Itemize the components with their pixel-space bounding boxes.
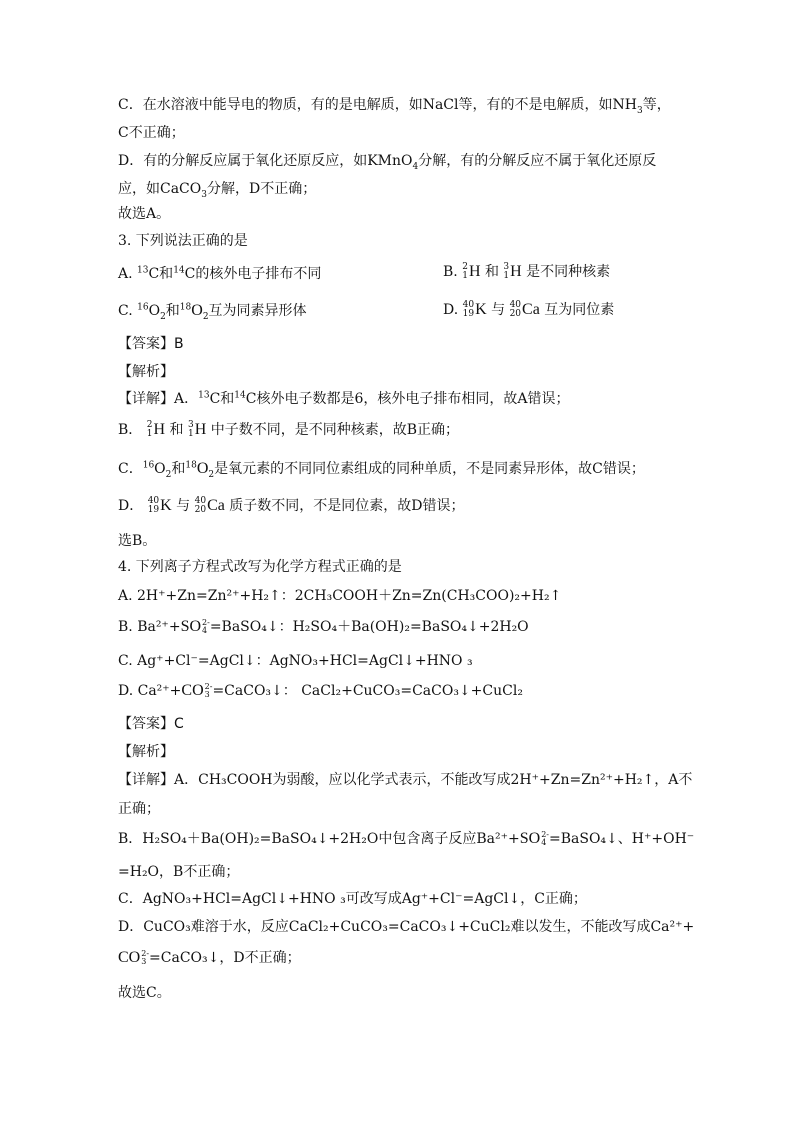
question-4-option-a: A. 2H⁺+Zn=Zn²⁺+H₂↑：2CH₃COOH＋Zn=Zn(CH₃COO)₂+H₂↑	[118, 588, 562, 604]
question-4-option-b: B. Ba²⁺+ SO 2- 4 =BaSO₄↓：H₂SO₄＋Ba(OH)₂=BaSO₄↓+2H₂O	[118, 618, 529, 635]
detail-4-a-cont: 正确；	[118, 801, 160, 817]
detail-3-a: 【详解】A．$^{13}$C和$^{14}$C核外电子数都是6，核外电子排布相同，故A错误；	[118, 390, 570, 407]
question-3-option-a: A. $^{13}$C和$^{14}$C的核外电子排布不同	[118, 265, 322, 282]
answer-4: 【答案】C	[118, 716, 184, 732]
detail-4-c: C．AgNO₃+HCl=AgCl↓+HNO ₃可改写成Ag⁺+Cl⁻=AgCl↓，C正确；	[118, 891, 587, 907]
detail-3-c: C．$^{16}O_2$和$^{18}O_2$是氧元素的不同同位素组成的同种单质，不是同素异形体，故C错误；	[118, 460, 645, 480]
text-line: C．在水溶液中能导电的物质，有的是电解质，如NaCl等，有的不是电解质，如$NH_3$等，	[118, 97, 671, 116]
detail-3-d: D． 40 19 K 与 40 20 Ca 质子数不同，不是同位素，故D错误；	[118, 496, 465, 515]
question-4-option-c: C. Ag⁺+Cl⁻=AgCl↓：AgNO₃+HCl=AgCl↓+HNO ₃	[118, 653, 473, 669]
detail-4-conclusion: 故选C。	[118, 985, 171, 1001]
detail-4-d-cont: CO 2- 3 =CaCO₃↓，D不正确；	[118, 949, 301, 966]
text-line: C不正确；	[118, 125, 185, 141]
question-4-stem: 4. 下列离子方程式改写为化学方程式正确的是	[118, 559, 402, 575]
detail-3-conclusion: 选B。	[118, 533, 157, 549]
detail-4-d: D．CuCO₃难溶于水，反应CaCl₂+CuCO₃=CaCO₃↓+CuCl₂难以发生，不能改写成Ca²⁺+	[118, 919, 695, 935]
question-3-option-d: D. 40 19 K 与 40 20 Ca 互为同位素	[443, 300, 615, 319]
detail-3-b: B． 2 1 H 和 3 1 H 中子数不同，是不同种核素，故B正确；	[118, 420, 459, 439]
question-3-stem: 3. 下列说法正确的是	[118, 233, 248, 249]
text-line: 故选A。	[118, 206, 171, 222]
question-3-option-b: B. 2 1 H 和 3 1 H 是不同种核素	[443, 262, 611, 281]
answer-3: 【答案】B	[118, 336, 184, 352]
question-4-option-d: D. Ca²⁺+ CO 2- 3 =CaCO₃↓： CaCl₂+CuCO₃=CaCO₃↓+CuCl₂	[118, 682, 523, 699]
analysis-4-heading: 【解析】	[118, 744, 174, 760]
detail-4-b: B．H₂SO₄＋Ba(OH)₂=BaSO₄↓+2H₂O中包含离子反应Ba²⁺+ SO 2- 4 =BaSO₄↓、H⁺+OH⁻	[118, 830, 695, 847]
detail-4-a: 【详解】A．CH₃COOH为弱酸，应以化学式表示，不能改写成2H⁺+Zn=Zn²⁺+H₂↑，A不	[118, 772, 693, 788]
analysis-3-heading: 【解析】	[118, 364, 174, 380]
text-line: 应，如CaCO$_3$分解，D不正确；	[118, 181, 317, 200]
question-3-option-c: C. $^{16}O_2$和$^{18}O_2$互为同素异形体	[118, 302, 307, 322]
detail-4-b-cont: =H₂O，B不正确；	[118, 864, 240, 880]
text-line: D．有的分解反应属于氧化还原反应，如KMnO$_4$分解，有的分解反应不属于氧化还原反	[118, 153, 657, 172]
